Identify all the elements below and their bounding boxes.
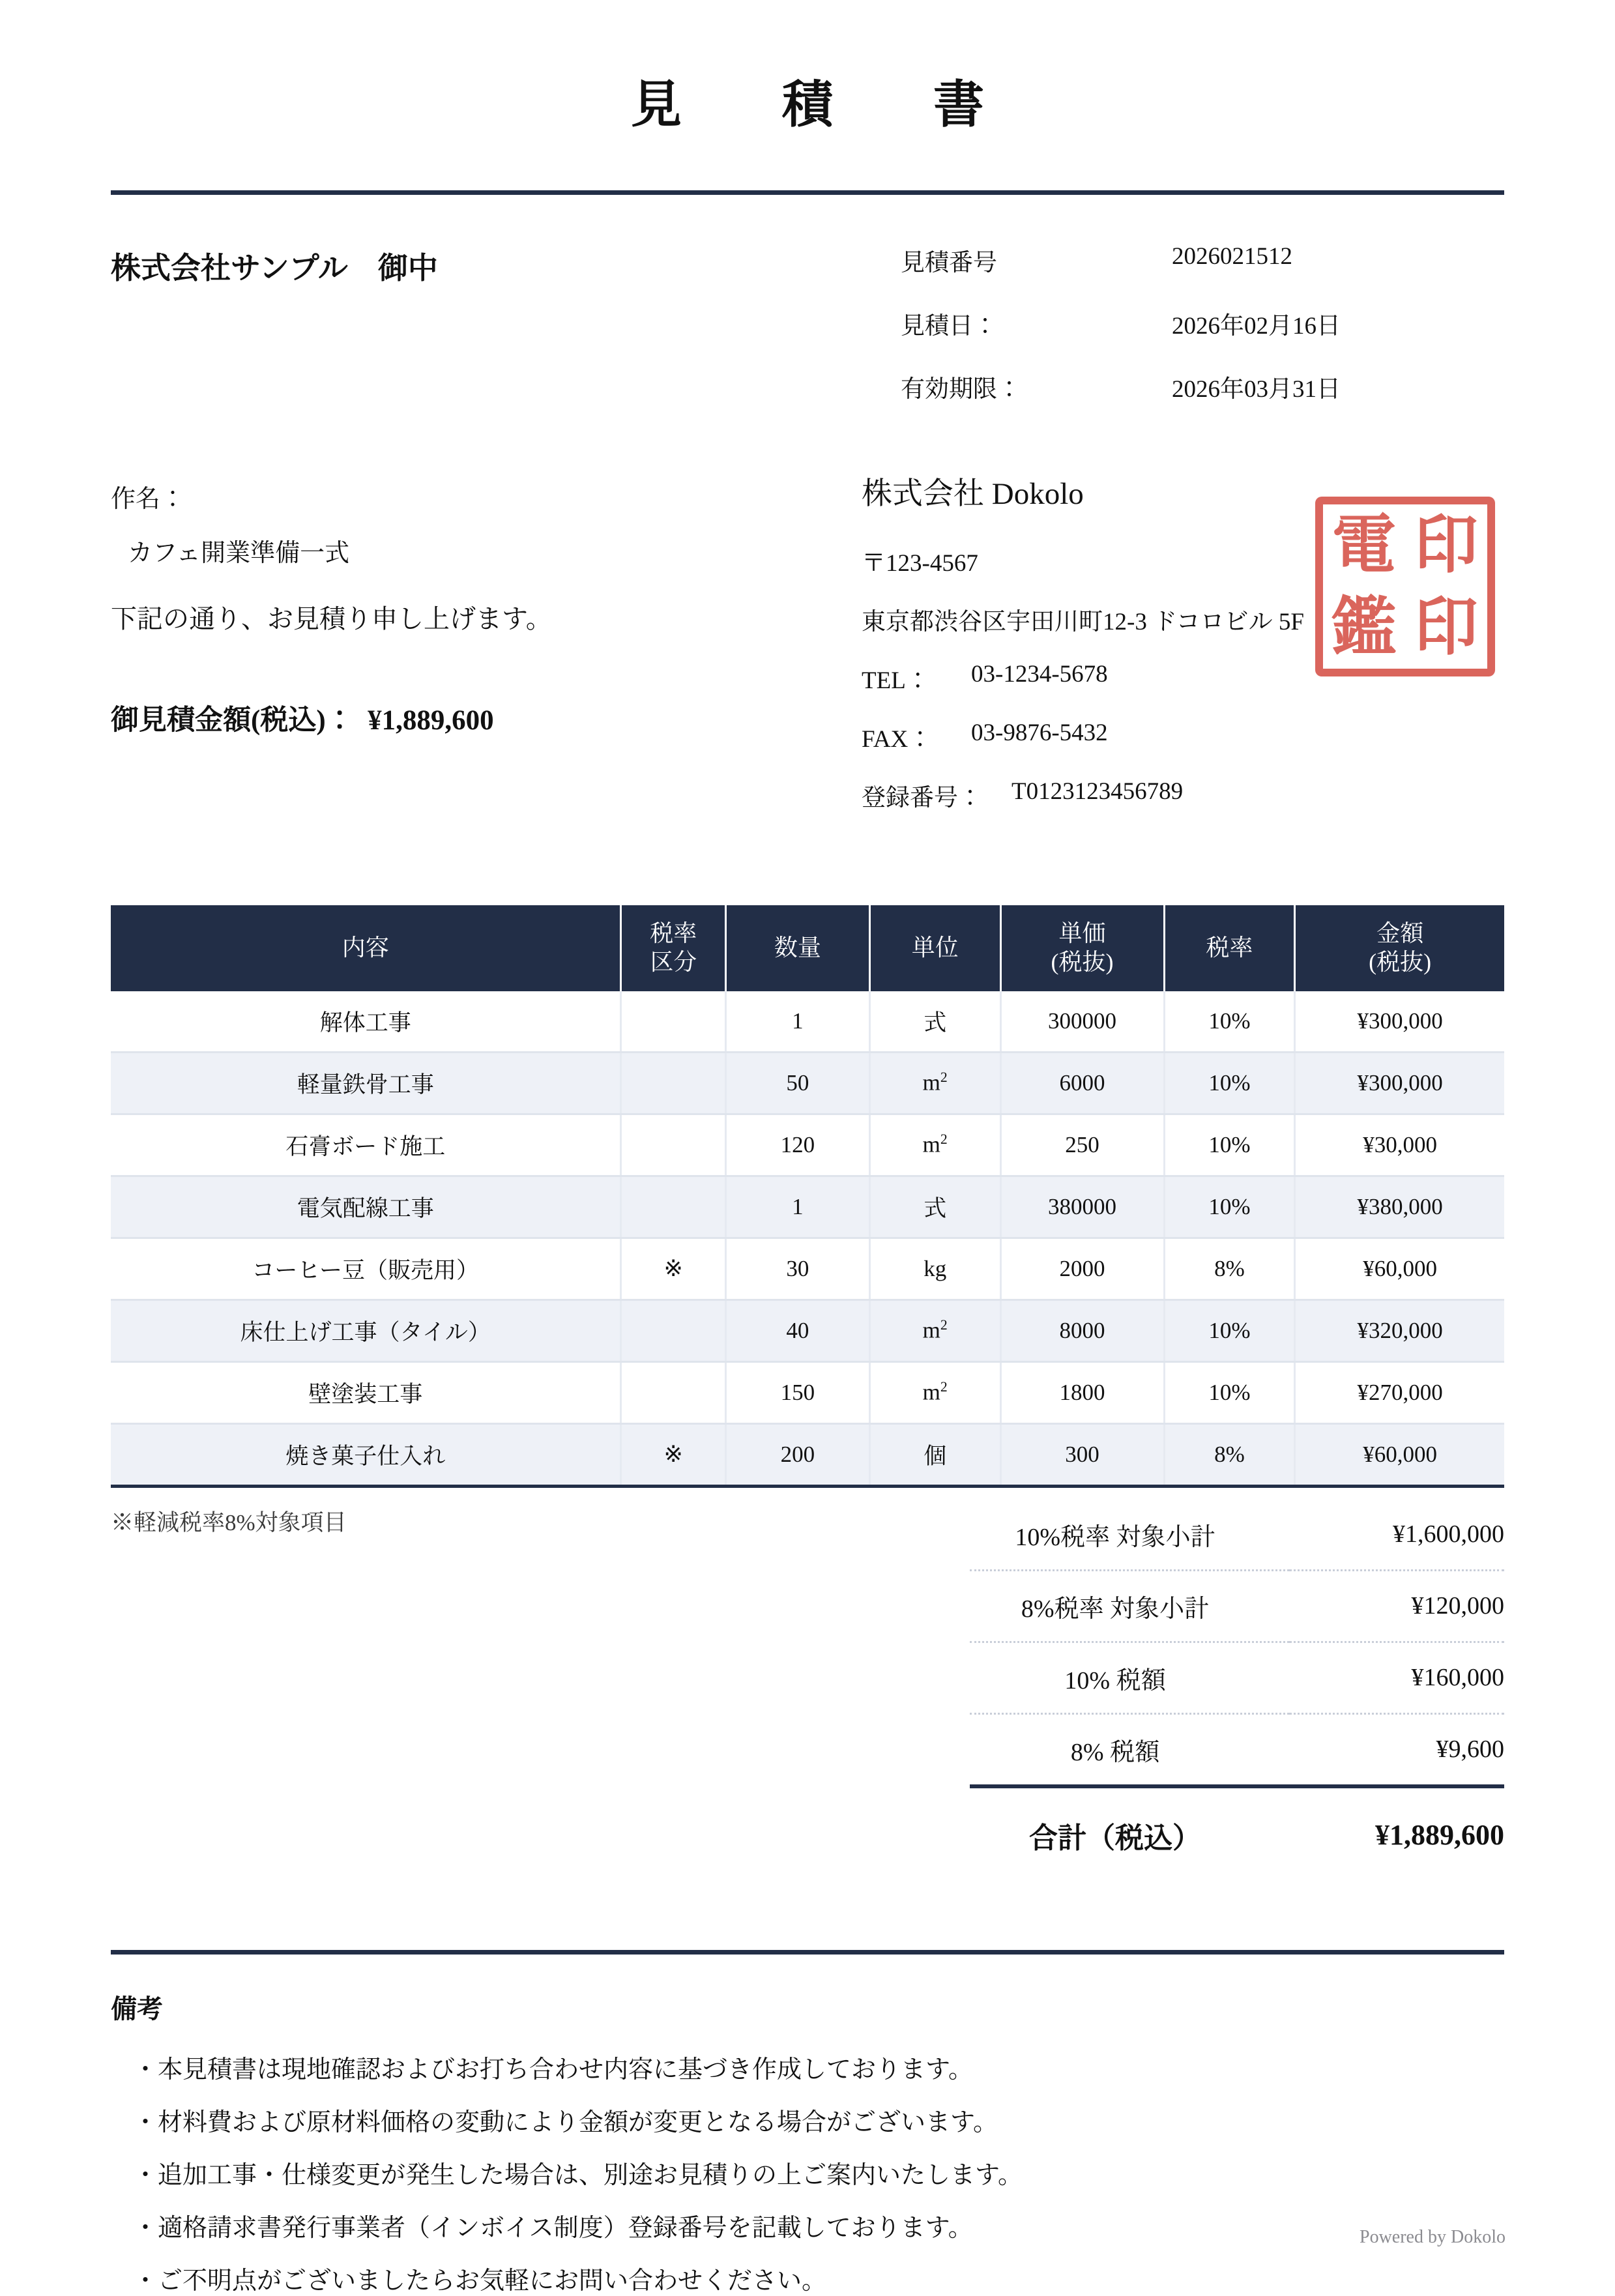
issuer-company-name: 株式会社 Dokolo — [862, 476, 1084, 511]
line-items-table — [111, 905, 1504, 1488]
tax-category-mark — [621, 1361, 726, 1423]
list-item: ・ご不明点がございましたらお気軽にお問い合わせください。 — [133, 2267, 827, 2295]
item-description: 床仕上げ工事（タイル） — [111, 1300, 621, 1361]
header-divider — [111, 190, 1504, 195]
item-description: 焼き菓子仕入れ — [111, 1423, 621, 1486]
item-unit: 個 — [869, 1423, 1000, 1486]
tax-category-mark — [621, 1114, 726, 1176]
table-row — [111, 1423, 1504, 1486]
column-header-line: 金額 — [1376, 920, 1424, 946]
item-tax-rate: 10% — [1164, 1114, 1295, 1176]
item-unit: $m^2$ — [869, 1300, 1000, 1361]
summary-row — [970, 1642, 1504, 1713]
table-row — [111, 1052, 1504, 1114]
item-unit-price: 300 — [1000, 1423, 1164, 1486]
column-header-line: 区分 — [650, 948, 697, 975]
meta-value: 2026年03月31日 — [1172, 375, 1341, 403]
item-unit-price: 2000 — [1000, 1238, 1164, 1300]
seal-char: 印 — [1414, 510, 1478, 581]
issuer-registration-number — [852, 777, 1504, 813]
summary-value: ¥160,000 — [1289, 1642, 1504, 1713]
grand-total-label: 合計（税込） — [970, 1786, 1289, 1873]
column-header-line: 税率 — [650, 920, 697, 946]
tax-category-mark: ※ — [621, 1423, 726, 1486]
column-header — [111, 905, 621, 991]
column-header-line: (税抜) — [1369, 948, 1432, 975]
list-item: ・追加工事・仕様変更が発生した場合は、別途お見積りの上ご案内いたします。 — [133, 2161, 1023, 2189]
seal-char: 鑑 — [1331, 592, 1396, 663]
remarks-title: 備考 — [111, 1994, 163, 2024]
totals-section — [111, 1500, 1504, 1873]
list-item: ・本見積書は現地確認およびお打ち合わせ内容に基づき作成しております。 — [133, 2056, 973, 2084]
item-description: コーヒー豆（販売用） — [111, 1238, 621, 1300]
item-amount: ¥380,000 — [1295, 1176, 1504, 1238]
grand-total-row — [970, 1786, 1504, 1873]
column-header-line: (税抜) — [1051, 948, 1114, 975]
tel-label: TEL： — [862, 667, 930, 694]
item-unit: kg — [869, 1238, 1000, 1300]
item-unit: 式 — [869, 1176, 1000, 1238]
item-tax-rate: 10% — [1164, 991, 1295, 1053]
item-unit-price: 380000 — [1000, 1176, 1164, 1238]
column-header-line: 内容 — [342, 934, 389, 961]
column-header — [869, 905, 1000, 991]
summary-label: 8%税率 対象小計 — [970, 1570, 1289, 1642]
summary-table — [970, 1500, 1504, 1873]
item-tax-rate: 10% — [1164, 1361, 1295, 1423]
seal-char: 電 — [1331, 510, 1396, 581]
item-amount: ¥60,000 — [1295, 1238, 1504, 1300]
list-item: ・材料費および原材料価格の変動により金額が変更となる場合がございます。 — [133, 2108, 998, 2136]
summary-label: 10% 税額 — [970, 1642, 1289, 1713]
item-quantity: 50 — [726, 1052, 870, 1114]
summary-row — [970, 1500, 1504, 1571]
meta-row — [869, 298, 1482, 362]
tel-value: 03-1234-5678 — [971, 660, 1108, 688]
summary-value: ¥1,600,000 — [1289, 1500, 1504, 1571]
item-amount: ¥300,000 — [1295, 1052, 1504, 1114]
column-header — [1295, 905, 1504, 991]
item-unit: $m^2$ — [869, 1361, 1000, 1423]
item-unit-price: 300000 — [1000, 991, 1164, 1053]
column-header-line: 税率 — [1206, 934, 1253, 961]
meta-row — [869, 235, 1482, 298]
table-row — [111, 1238, 1504, 1300]
lead-text: 下記の通り、お見積り申し上げます。 — [111, 603, 552, 633]
item-amount: ¥300,000 — [1295, 991, 1504, 1053]
item-description: 石膏ボード施工 — [111, 1114, 621, 1176]
meta-label: 見積番号 — [901, 249, 997, 276]
item-quantity: 1 — [726, 1176, 870, 1238]
table-row — [111, 1114, 1504, 1176]
summary-row — [970, 1713, 1504, 1786]
grand-total-value: ¥1,889,600 — [1289, 1786, 1504, 1873]
meta-label: 有効期限： — [901, 375, 1021, 403]
item-tax-rate: 8% — [1164, 1423, 1295, 1486]
remarks-list — [111, 2049, 1504, 2296]
fax-value: 03-9876-5432 — [971, 719, 1108, 746]
item-quantity: 40 — [726, 1300, 870, 1361]
tax-category-mark — [621, 1300, 726, 1361]
reduced-tax-note: ※軽減税率8%対象項目 — [111, 1509, 347, 1535]
item-unit-price: 250 — [1000, 1114, 1164, 1176]
seal-char: 印 — [1414, 592, 1478, 663]
column-header-line: 単価 — [1058, 920, 1106, 946]
item-description: 電気配線工事 — [111, 1176, 621, 1238]
item-quantity: 120 — [726, 1114, 870, 1176]
item-tax-rate: 10% — [1164, 1052, 1295, 1114]
column-header — [1164, 905, 1295, 991]
item-tax-rate: 10% — [1164, 1176, 1295, 1238]
header-section — [111, 235, 1504, 425]
item-description: 解体工事 — [111, 991, 621, 1053]
issuer-block — [852, 465, 1504, 836]
meta-label: 見積日： — [901, 312, 997, 340]
item-unit-price: 1800 — [1000, 1361, 1164, 1423]
item-unit-price: 8000 — [1000, 1300, 1164, 1361]
item-amount: ¥270,000 — [1295, 1361, 1504, 1423]
item-quantity: 150 — [726, 1361, 870, 1423]
column-header — [621, 905, 726, 991]
subject-block — [111, 465, 769, 738]
tax-category-mark — [621, 991, 726, 1053]
list-item: ・適格請求書発行事業者（インボイス制度）登録番号を記載しております。 — [133, 2214, 973, 2242]
item-amount: ¥60,000 — [1295, 1423, 1504, 1486]
item-amount: ¥30,000 — [1295, 1114, 1504, 1176]
item-description: 軽量鉄骨工事 — [111, 1052, 621, 1114]
item-unit: $m^2$ — [869, 1114, 1000, 1176]
column-header — [726, 905, 870, 991]
item-description: 壁塗装工事 — [111, 1361, 621, 1423]
issuer-postal-code: 〒123-4567 — [862, 549, 978, 577]
summary-row — [970, 1570, 1504, 1642]
remarks-divider — [111, 1950, 1504, 1955]
item-unit-price: 6000 — [1000, 1052, 1164, 1114]
page-title: 見 積 書 — [630, 76, 1009, 133]
fax-label: FAX： — [862, 725, 933, 753]
column-header-line: 数量 — [774, 934, 821, 961]
line-items-body — [111, 991, 1504, 1487]
meta-row — [869, 362, 1482, 425]
issuer-address: 東京都渋谷区宇田川町12-3 ドコロビル 5F — [862, 608, 1304, 635]
registration-value: T0123123456789 — [1011, 777, 1184, 805]
summary-block — [970, 1500, 1504, 1873]
footer-branding: Powered by Dokolo — [1360, 2227, 1506, 2247]
tax-category-mark — [621, 1176, 726, 1238]
item-quantity: 30 — [726, 1238, 870, 1300]
customer-name: 株式会社サンプル 御中 — [111, 251, 438, 285]
item-quantity: 1 — [726, 991, 870, 1053]
item-tax-rate: 8% — [1164, 1238, 1295, 1300]
line-items-header — [111, 905, 1504, 991]
subject-value: カフェ開業準備一式 — [128, 539, 350, 567]
summary-label: 8% 税額 — [970, 1713, 1289, 1786]
item-tax-rate: 10% — [1164, 1300, 1295, 1361]
registration-label: 登録番号： — [862, 784, 982, 811]
grand-total-line: 御見積金額(税込)： ¥1,889,600 — [111, 705, 494, 736]
table-row — [111, 1300, 1504, 1361]
column-header-line: 単位 — [911, 934, 959, 961]
parties-section — [111, 465, 1504, 836]
table-row — [111, 991, 1504, 1053]
item-unit: 式 — [869, 991, 1000, 1053]
tax-category-mark — [621, 1052, 726, 1114]
meta-value: 2026021512 — [1172, 242, 1292, 270]
item-unit: $m^2$ — [869, 1052, 1000, 1114]
company-seal-stamp-icon — [1315, 497, 1495, 676]
issuer-fax — [852, 719, 1504, 754]
summary-label: 10%税率 対象小計 — [970, 1500, 1289, 1571]
summary-value: ¥9,600 — [1289, 1713, 1504, 1786]
meta-value: 2026年02月16日 — [1172, 312, 1341, 340]
item-amount: ¥320,000 — [1295, 1300, 1504, 1361]
column-header — [1000, 905, 1164, 991]
summary-value: ¥120,000 — [1289, 1570, 1504, 1642]
table-row — [111, 1361, 1504, 1423]
subject-label: 作名： — [111, 485, 186, 513]
tax-category-mark: ※ — [621, 1238, 726, 1300]
table-row — [111, 1176, 1504, 1238]
item-quantity: 200 — [726, 1423, 870, 1486]
quotation-meta-table — [869, 235, 1482, 425]
